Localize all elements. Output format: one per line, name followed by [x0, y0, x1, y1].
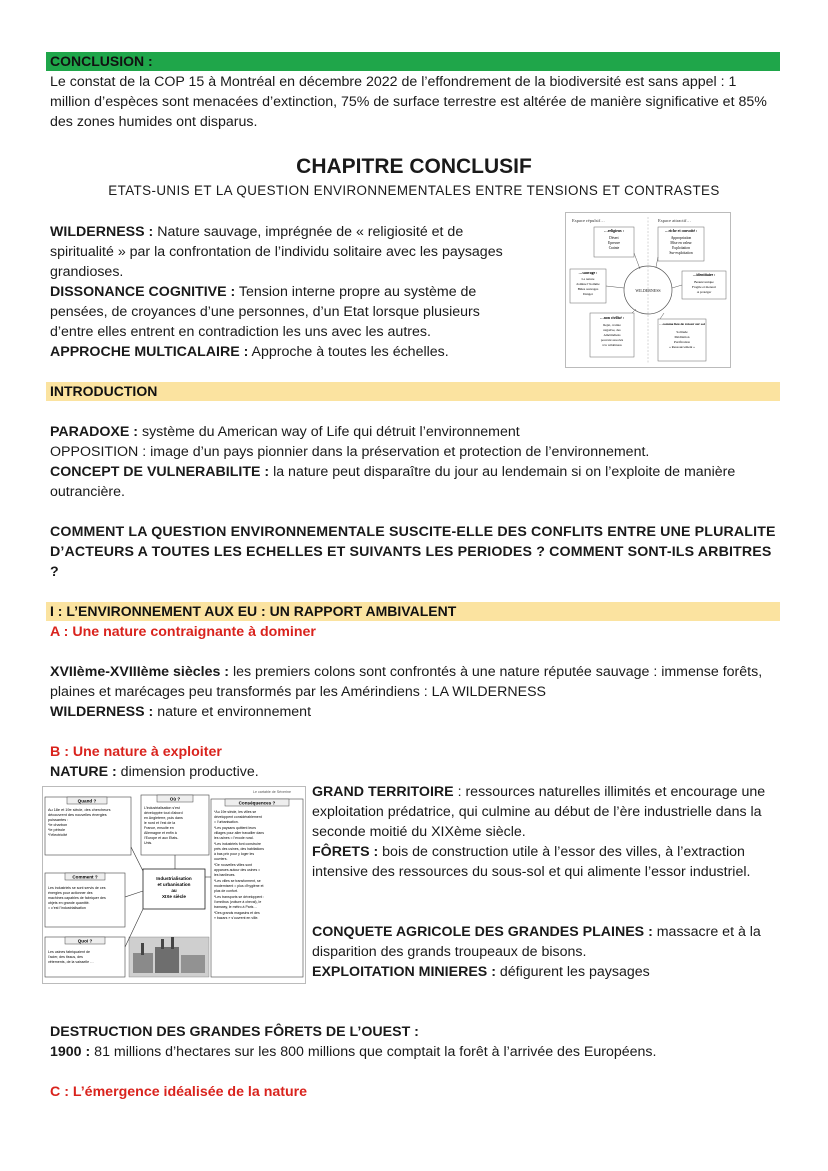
part1-heading: I : L’ENVIRONNEMENT AUX EU : UN RAPPORT AMBIVALENT — [46, 602, 780, 621]
svg-text:Exploitation: Exploitation — [672, 246, 690, 250]
conclusion-heading: CONCLUSION : — [46, 52, 780, 71]
b-term: CONQUETE AGRICOLE DES GRANDES PLAINES : — [312, 924, 653, 940]
diagram-label-attractif: Espace attractif… — [658, 218, 692, 223]
part1-b-nature — [50, 762, 778, 782]
part1-b-conquete — [312, 922, 782, 962]
svg-text:*Au 19e siècle, les villes se: *Au 19e siècle, les villes se — [214, 810, 257, 814]
b-term: FÔRETS : — [312, 844, 379, 860]
diagram-box-quand — [45, 797, 131, 855]
diagram-center-label: WILDERNESS — [635, 288, 661, 293]
intro-term: CONCEPT DE VULNERABILITE : — [50, 464, 270, 480]
svg-text:*le charbon: *le charbon — [48, 823, 68, 827]
svg-text:plus de confort.: plus de confort. — [214, 889, 238, 893]
definition-wilderness — [50, 222, 512, 282]
b-text: massacre et à la disparition des grands troupeaux de bisons. — [312, 924, 761, 960]
part1-subheading-c: C : L’émergence idéalisée de la nature — [50, 1084, 308, 1100]
diagram-box-retour-sur-soi — [658, 319, 706, 361]
svg-text:découvrent des nouvelles énerg: découvrent des nouvelles énergies — [48, 813, 107, 817]
intro-text: OPPOSITION : image d’un pays pionnier dans la préservation et protection de l’environnement. — [50, 444, 650, 460]
definition-term: DISSONANCE COGNITIVE : — [50, 284, 236, 300]
svg-text:« bazars » s’ouvrent en ville.: « bazars » s’ouvrent en ville. — [214, 916, 259, 920]
svg-text:l’acier, des tissus, des: l’acier, des tissus, des — [48, 955, 83, 959]
svg-text:…identitaire :: …identitaire : — [692, 273, 716, 277]
part1-subheading-b: B : Une nature à exploiter — [50, 744, 222, 760]
svg-text:énergies pour actionner des: énergies pour actionner des — [48, 891, 93, 895]
svg-text:Crainte: Crainte — [608, 246, 620, 250]
definition-text: Approche à toutes les échelles. — [248, 344, 449, 360]
svg-text:…comme lieu de retour sur soi: …comme lieu de retour sur soi — [659, 322, 705, 326]
definition-term: WILDERNESS : — [50, 224, 154, 240]
intro-text: la nature peut disparaître du jour au lendemain si on l’exploite de manière outrancière. — [50, 464, 736, 500]
svg-text:Beauté unique: Beauté unique — [694, 280, 714, 284]
svg-text:puissantes :: puissantes : — [48, 818, 69, 822]
svg-text:Bêtes sauvages: Bêtes sauvages — [577, 287, 599, 291]
svg-text:Appropriation: Appropriation — [670, 236, 692, 240]
diagram-box-comment — [45, 873, 125, 927]
b-term: EXPLOITATION MINIERES : — [312, 964, 496, 980]
svg-text:…religieux :: …religieux : — [603, 229, 625, 233]
svg-text:Amérindiens: Amérindiens — [603, 333, 621, 337]
svg-text:Purification: Purification — [673, 340, 691, 344]
svg-text:apparues autour des usines =: apparues autour des usines = — [214, 868, 261, 872]
a-text: nature et environnement — [153, 704, 312, 720]
svg-text:= c’est l’industrialisation: = c’est l’industrialisation — [48, 906, 86, 910]
svg-text:Quand ?: Quand ? — [77, 798, 97, 804]
svg-text:Comment ?: Comment ? — [72, 874, 98, 880]
svg-text:= l’urbanisation.: = l’urbanisation. — [214, 820, 239, 824]
svg-text:Rejet, crainte: Rejet, crainte — [603, 323, 621, 327]
diagram-box-identitaire — [682, 271, 726, 299]
wilderness-diagram — [565, 212, 731, 368]
svg-text:au: au — [171, 888, 177, 893]
b-text: dimension productive. — [116, 764, 259, 780]
svg-text:en Angleterre, puis dans: en Angleterre, puis dans — [144, 816, 183, 820]
part1-a-siecles — [50, 662, 782, 702]
svg-text:A protéger: A protéger — [696, 290, 712, 294]
intro-opposition — [50, 442, 778, 462]
svg-text:Mise en valeur: Mise en valeur — [670, 241, 692, 245]
destruction-value: 81 millions d’hectares sur les 800 millions que comptait la forêt à l’arrivée des Européens. — [90, 1044, 657, 1060]
problematique: COMMENT LA QUESTION ENVIRONNEMENTALE SUSCITE-ELLE DES CONFLITS ENTRE UNE PLURALITE D’ACTEURS A TOUTES LES ECHELLES ET SUIVANTS LES PERIODES ? COMMENT SONT-ILS ARBITRES ? — [50, 524, 776, 580]
svg-text:Sur-exploitation: Sur-exploitation — [669, 251, 693, 255]
definition-multiscalaire — [50, 342, 520, 362]
svg-text:et urbanisation: et urbanisation — [157, 882, 191, 887]
svg-text:Unis.: Unis. — [144, 841, 153, 845]
svg-text:France, ensuite en: France, ensuite en — [144, 826, 174, 830]
b-text: bois de construction utile à l’essor des villes, à l’extraction intensive des ressources du sous-sol et qui alimente l’essor industriel. — [312, 844, 751, 880]
industrialisation-diagram — [42, 786, 306, 984]
svg-text:les banlieues.: les banlieues. — [214, 873, 236, 877]
definition-text: Nature sauvage, imprégnée de « religiosité et de spiritualité » par la confrontation de l’individu solitaire avec les paysages grandioses. — [50, 224, 503, 280]
part1-b-minieres — [312, 962, 778, 982]
svg-text:*Les industriels font construi: *Les industriels font construire — [214, 842, 261, 846]
svg-text:Danger: Danger — [583, 292, 593, 296]
svg-text:La nature: La nature — [581, 277, 595, 281]
svg-text:Allemagne et enfin à: Allemagne et enfin à — [144, 831, 177, 835]
svg-text:Solitude: Solitude — [676, 330, 688, 334]
svg-text:à bas prix pour y loger les: à bas prix pour y loger les — [214, 852, 255, 856]
svg-text:ouvriers.: ouvriers. — [214, 857, 228, 861]
svg-text:Les usines fabriquaient de: Les usines fabriquaient de — [48, 950, 90, 954]
introduction-heading: INTRODUCTION — [46, 382, 780, 401]
b-term: NATURE : — [50, 764, 117, 780]
svg-text:Conséquences ?: Conséquences ? — [238, 800, 276, 806]
chapter-title: CHAPITRE CONCLUSIF — [296, 155, 532, 178]
svg-text:le nord et l’est de la: le nord et l’est de la — [144, 821, 176, 825]
svg-text:Où ?: Où ? — [169, 796, 181, 802]
diagram-box-quoi — [45, 937, 125, 977]
definition-term: APPROCHE MULTICALAIRE : — [50, 344, 249, 360]
diagram-box-religieux — [594, 227, 634, 257]
svg-text:développée tout d’abord: développée tout d’abord — [144, 811, 183, 815]
svg-text:*Des grands magasins et des: *Des grands magasins et des — [214, 911, 260, 915]
svg-text:vêtements, de la vaisselle …: vêtements, de la vaisselle … — [48, 960, 94, 964]
intro-vulnerabilite — [50, 462, 780, 502]
svg-text:développent considérablement: développent considérablement — [214, 815, 262, 819]
definition-text: Tension interne propre au système de pensées, de croyances d’une personnes, d’un Etat lorsque plusieurs d’entre elles entrent en contradiction les uns avec les autres. — [50, 284, 480, 340]
conclusion-text: Le constat de la COP 15 à Montréal en décembre 2022 de l’effondrement de la biodiversité est sans appel : 1 million d’espèces sont menacées d’extinction, 75% de surface terrestre est altérée de manière significative et 85% des zones humides ont disparus. — [50, 74, 767, 130]
svg-text:*Les paysans quittent leurs: *Les paysans quittent leurs — [214, 826, 257, 830]
b-term: GRAND TERRITOIRE — [312, 784, 454, 800]
svg-text:à la wildérness: à la wildérness — [602, 343, 622, 347]
part1-a-wilderness — [50, 702, 778, 722]
svg-text:machines capables de fabriquer: machines capables de fabriquer des — [48, 896, 106, 900]
factory-illustration — [129, 937, 209, 977]
definition-dissonance — [50, 282, 520, 342]
svg-text:Fragile et menacé: Fragile et menacé — [691, 285, 717, 289]
diagram-center-box — [143, 869, 205, 909]
svg-text:*De nouvelles villes sont: *De nouvelles villes sont — [214, 863, 252, 867]
svg-text:*Les villes se transforment, s: *Les villes se transforment, se — [214, 879, 261, 883]
svg-text:domine l’homme: domine l’homme — [576, 282, 600, 286]
a-term: XVIIème-XVIIIème siècles : — [50, 664, 230, 680]
svg-text:près des usines, des habitatio: près des usines, des habitations — [214, 847, 265, 851]
diagram-label-repulsif: Espace répulsif… — [572, 218, 605, 223]
svg-text:Les industriels se sont servis: Les industriels se sont servis de ces — [48, 886, 106, 890]
svg-text:*Les transports se développent: *Les transports se développent : — [214, 895, 265, 899]
svg-text:Désert: Désert — [609, 236, 619, 240]
svg-text:Au 18e et 19e siècle, des cher: Au 18e et 19e siècle, des chercheurs — [48, 808, 111, 812]
intro-paradoxe — [50, 422, 778, 442]
destruction-heading: DESTRUCTION DES GRANDES FÔRETS DE L’OUEST : — [50, 1024, 419, 1040]
diagram-box-riche — [658, 227, 704, 261]
svg-text:*le pétrole: *le pétrole — [48, 828, 66, 832]
diagram-box-sauvage — [570, 269, 606, 303]
diagram-box-ou — [141, 795, 209, 855]
svg-text:pouvant associés: pouvant associés — [600, 338, 624, 342]
svg-text:Epreuve: Epreuve — [608, 241, 620, 245]
destruction-text — [50, 1042, 778, 1062]
b-text: : ressources naturelles illimités et encourage une exploitation prédatrice, qui culmine au début de l’ère industrielle dans la seconde moitié du XIXème siècle. — [312, 784, 766, 840]
chapter-subtitle: ETATS-UNIS ET LA QUESTION ENVIRONNEMENTALES ENTRE TENSIONS ET CONTRASTES — [108, 183, 720, 198]
svg-text:modernisent = plus d’hygiène e: modernisent = plus d’hygiène et — [214, 884, 264, 888]
svg-text:…non civilisé :: …non civilisé : — [599, 316, 625, 320]
intro-text: système du American way of Life qui détruit l’environnement — [138, 424, 520, 440]
svg-text:les usines = l’exode rural.: les usines = l’exode rural. — [214, 836, 254, 840]
part1-b-territoire — [312, 782, 778, 842]
svg-text:négative, des: négative, des — [603, 328, 621, 332]
svg-text:XIXe siècle: XIXe siècle — [161, 894, 187, 899]
intro-term: PARADOXE : — [50, 424, 139, 440]
diagram-box-consequences — [211, 799, 303, 977]
svg-text:l’omnibus (voiture à cheval),: l’omnibus (voiture à cheval), le — [214, 900, 262, 904]
b-text: défigurent les paysages — [495, 964, 650, 980]
a-term: WILDERNESS : — [50, 704, 154, 720]
svg-text:l’Europe et aux Etats-: l’Europe et aux Etats- — [144, 836, 179, 840]
part1-subheading-a: A : Une nature contraignante à dominer — [50, 624, 316, 640]
destruction-term: 1900 : — [50, 1044, 91, 1060]
svg-text:…riche et convoité :: …riche et convoité : — [664, 229, 698, 233]
svg-text:tramway, le métro à Paris…: tramway, le métro à Paris… — [214, 905, 257, 909]
svg-text:Quoi ?: Quoi ? — [77, 938, 93, 944]
svg-text:Industrialisation: Industrialisation — [156, 876, 192, 881]
svg-text:L’industrialisation s’est: L’industrialisation s’est — [144, 806, 180, 810]
diagram-box-non-civilise — [590, 313, 634, 357]
part1-b-forets — [312, 842, 778, 882]
svg-text:villages pour aller travailler: villages pour aller travailler dans — [214, 831, 264, 835]
svg-text:*l’électricité: *l’électricité — [48, 833, 68, 837]
diagram-source: Le cartable de Séverine — [253, 790, 291, 794]
svg-text:…sauvage :: …sauvage : — [578, 271, 598, 275]
svg-text:« Ressourcement »: « Ressourcement » — [669, 345, 695, 349]
svg-text:Méditation: Méditation — [674, 335, 690, 339]
a-text: les premiers colons sont confrontés à une nature réputée sauvage : immense forêts, plaines et marécages peu transformés par les Amérindiens : LA WILDERNESS — [50, 664, 763, 700]
svg-text:objets en grande quantité.: objets en grande quantité. — [48, 901, 90, 905]
